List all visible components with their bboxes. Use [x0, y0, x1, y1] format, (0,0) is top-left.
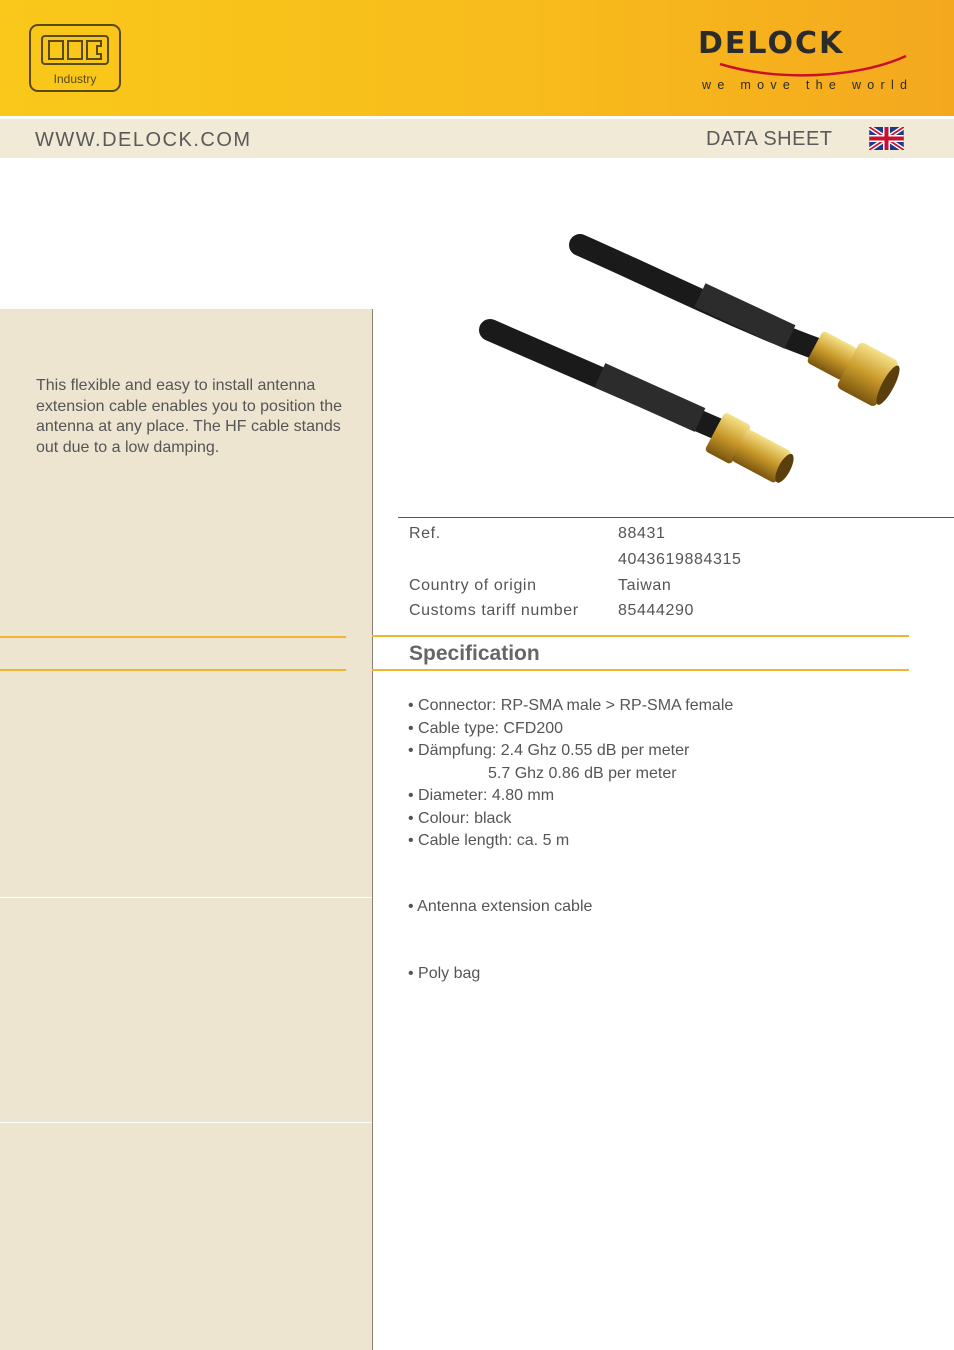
industry-badge [29, 24, 121, 92]
spec-item: • Diameter: 4.80 mm [408, 787, 555, 804]
spec-item: 5.7 Ghz 0.86 dB per meter [408, 764, 677, 782]
website-link[interactable]: WWW.DELOCK.COM [35, 129, 252, 151]
info-value: 4043619884315 [618, 551, 742, 568]
divider [0, 636, 346, 638]
logo-swoosh-icon [718, 54, 908, 78]
spec-divider-bottom [372, 669, 909, 671]
spec-item: • Dämpfung: 2.4 Ghz 0.55 dB per meter [408, 742, 690, 759]
document-type-label: DATA SHEET [706, 128, 833, 150]
product-description: This flexible and easy to install antenna extension cable enables you to position the antenna at any place. The HF cable stands out due to a low damping. [36, 377, 342, 456]
spec-item: • Cable type: CFD200 [408, 719, 564, 737]
packaging: • Poly bag [408, 965, 481, 982]
product-image [470, 225, 910, 495]
divider [0, 1122, 372, 1123]
info-label: Customs tariff number [409, 602, 579, 619]
header-banner [0, 0, 954, 116]
spec-title: Specification [409, 642, 540, 665]
uk-flag-icon[interactable] [869, 127, 904, 150]
spec-item: • Colour: black [408, 809, 512, 827]
info-value: Taiwan [618, 577, 672, 594]
delock-logo[interactable] [698, 26, 914, 96]
spec-list [408, 695, 733, 853]
info-value: 85444290 [618, 602, 694, 619]
logo-slogan: we move the world [702, 78, 914, 92]
divider [0, 669, 346, 671]
info-divider [398, 517, 954, 518]
info-label: Ref. [409, 525, 441, 542]
spec-item: • Cable length: ca. 5 m [408, 832, 570, 849]
package-content: • Antenna extension cable [408, 898, 593, 915]
logo-text: DELOCK [698, 26, 845, 61]
left-sidebar [0, 309, 373, 1350]
info-value: 88431 [618, 525, 666, 542]
spec-item: • Connector: RP-SMA male > RP-SMA female [408, 697, 734, 714]
industry-icon [41, 34, 111, 68]
spec-divider-top [372, 635, 909, 637]
divider [0, 897, 372, 898]
industry-label: Industry [53, 72, 97, 86]
info-label: Country of origin [409, 577, 537, 594]
